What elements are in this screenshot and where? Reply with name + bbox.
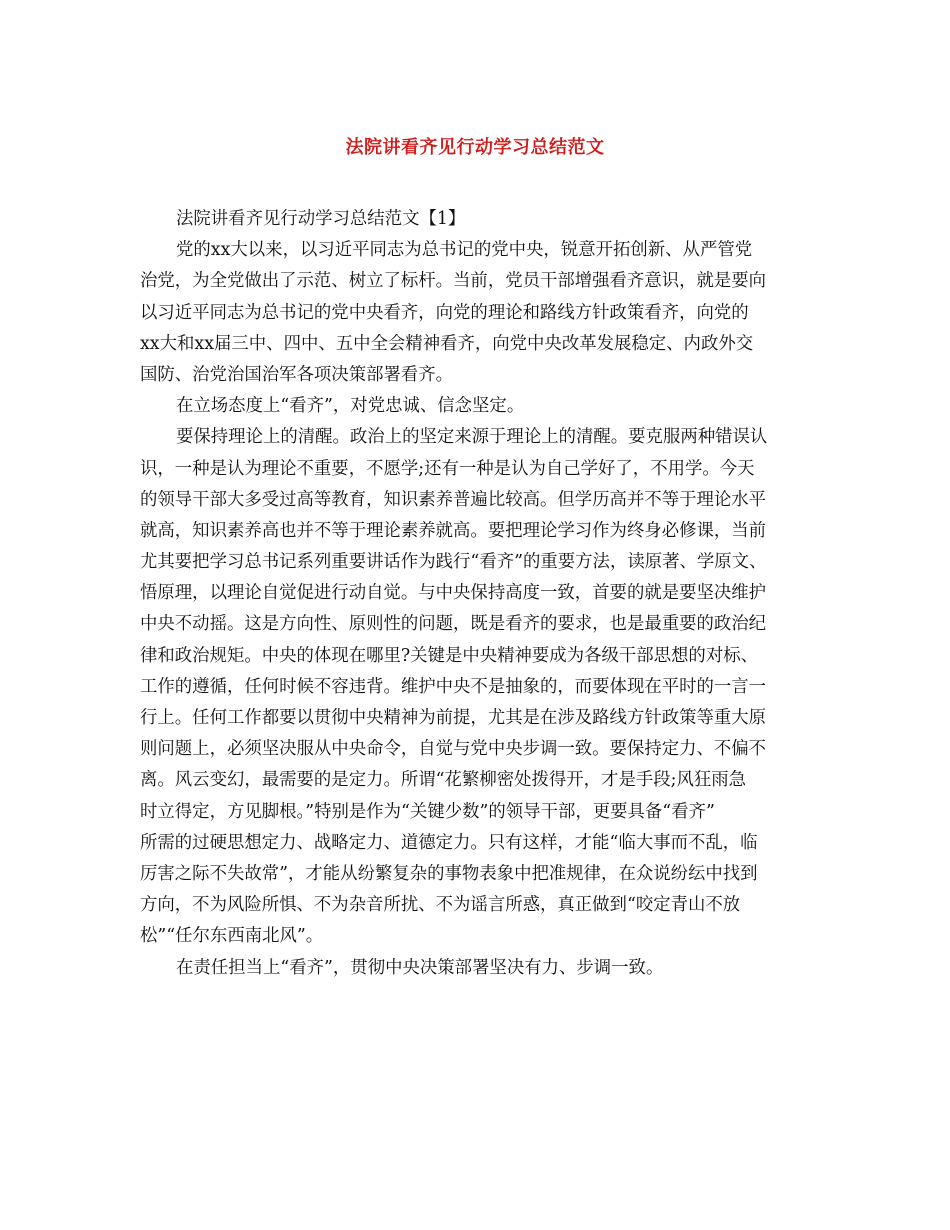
text-line: 律和政治规矩。中央的体现在哪里?关键是中央精神要成为各级干部思想的对标、	[140, 645, 758, 666]
text-line: 在责任担当上“看齐”，贯彻中央决策部署坚决有力、步调一致。	[176, 957, 664, 978]
text-line: 松”“任尔东西南北风”。	[140, 926, 324, 947]
text-line: 行上。任何工作都要以贯彻中央精神为前提，尤其是在涉及路线方针政策等重大原	[140, 708, 767, 728]
text-line: 以习近平同志为总书记的党中央看齐，向党的理论和路线方针政策看齐，向党的	[140, 302, 749, 323]
text-line: 则问题上，必须坚决服从中央命令，自觉与党中央步调一致。要保持定力、不偏不	[140, 739, 767, 760]
text-line: 时立得定，方见脚根。”特别是作为“关键少数”的领导干部，更要具备“看齐”	[140, 801, 715, 822]
text-line: 工作的遵循，任何时候不容违背。维护中央不是抽象的，而要体现在平时的一言一	[140, 676, 767, 697]
text-line: 法院讲看齐见行动学习总结范文【1】	[176, 209, 466, 229]
text-line: 尤其要把学习总书记系列重要讲话作为践行“看齐”的重要方法，读原著、学原文、	[140, 552, 767, 573]
text-line: 悟原理，以理论自觉促进行动自觉。与中央保持高度一致，首要的就是要坚决维护	[140, 583, 767, 604]
text-line: 要保持理论上的清醒。政治上的坚定来源于理论上的清醒。要克服两种错误认	[176, 427, 768, 448]
text-line: 识，一种是认为理论不重要，不愿学;还有一种是认为自己学好了，不用学。今天	[140, 458, 755, 479]
text-line: 所需的过硬思想定力、战略定力、道德定力。只有这样，才能“临大事而不乱，临	[140, 832, 758, 853]
text-line: 治党，为全党做出了示范、树立了标杆。当前，党员干部增强看齐意识，就是要向	[140, 271, 767, 292]
text-line: 就高，知识素养高也并不等于理论素养就高。要把理论学习作为终身必修课，当前	[140, 520, 767, 541]
text-line: 离。风云变幻，最需要的是定力。所谓“花繁柳密处拨得开，才是手段;风狂雨急	[140, 770, 747, 791]
document-body	[140, 204, 812, 984]
text-line: 方向，不为风险所惧、不为杂音所扰、不为谣言所惑，真正做到“咬定青山不放	[140, 895, 741, 916]
text-line: 国防、治党治国治军各项决策部署看齐。	[140, 364, 454, 385]
text-line: 中央不动摇。这是方向性、原则性的问题，既是看齐的要求，也是最重要的政治纪	[140, 614, 767, 635]
text-line: 党的xx大以来，以习近平同志为总书记的党中央，锐意开拓创新、从严管党	[176, 240, 753, 261]
text-line: 在立场态度上“看齐”，对党忠诚、信念坚定。	[176, 396, 525, 417]
text-line: 厉害之际不失故常”，才能从纷繁复杂的事物表象中把准规律，在众说纷纭中找到	[140, 863, 758, 884]
text-line: xx大和xx届三中、四中、五中全会精神看齐，向党中央改革发展稳定、内政外交	[140, 333, 754, 354]
document-title: 法院讲看齐见行动学习总结范文	[345, 137, 605, 158]
text-line: 的领导干部大多受过高等教育，知识素养普遍比较高。但学历高并不等于理论水平	[140, 489, 767, 510]
